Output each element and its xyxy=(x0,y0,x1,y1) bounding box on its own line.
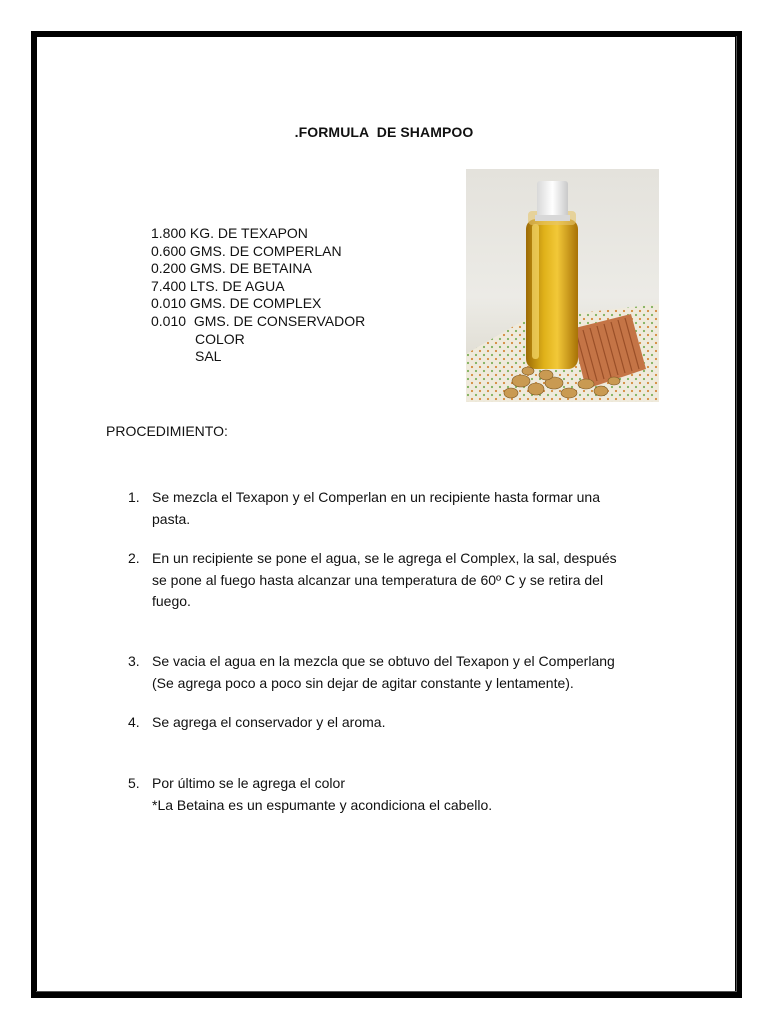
ingredient-item: 0.010 GMS. DE COMPLEX xyxy=(151,295,322,312)
step-line: Se agrega el conservador y el aroma. xyxy=(152,714,386,730)
procedure-step xyxy=(128,712,667,734)
ingredient-item: COLOR xyxy=(195,330,245,347)
step-line: fuego. xyxy=(152,593,191,609)
procedure-step xyxy=(128,651,667,694)
step-line: se pone al fuego hasta alcanzar una temperatura de 60º C y se retira del xyxy=(152,571,604,588)
step-text xyxy=(152,651,667,694)
procedure-step xyxy=(128,548,667,613)
step-number: 4. xyxy=(128,714,140,730)
ingredient-item: SAL xyxy=(195,348,222,365)
step-line: pasta. xyxy=(152,510,191,527)
step-line: *La Betaina es un espumante y acondiciona el cabello. xyxy=(152,796,493,813)
step-number: 5. xyxy=(128,775,140,791)
step-line: Se vacia el agua en la mezcla que se obtuvo del Texapon y el Comperlang xyxy=(152,653,615,669)
step-text xyxy=(152,712,667,734)
step-line: Por último se le agrega el color xyxy=(152,775,345,791)
step-number: 3. xyxy=(128,653,140,669)
step-line: En un recipiente se pone el agua, se le agrega el Complex, la sal, después xyxy=(152,550,617,566)
step-line: (Se agrega poco a poco sin dejar de agitar constante y lentamente). xyxy=(152,674,574,691)
procedure-step xyxy=(128,487,667,530)
ingredient-item: 7.400 LTS. DE AGUA xyxy=(151,277,285,294)
step-line: Se mezcla el Texapon y el Comperlan en un recipiente hasta formar una xyxy=(152,489,600,505)
step-text xyxy=(152,487,667,530)
ingredient-item: 0.200 GMS. DE BETAINA xyxy=(151,260,312,277)
step-number: 1. xyxy=(128,489,140,505)
procedure-step xyxy=(128,773,667,816)
step-text xyxy=(152,773,667,816)
ingredients-list xyxy=(151,225,365,366)
step-text xyxy=(152,548,667,613)
ingredient-item: 1.800 KG. DE TEXAPON xyxy=(151,225,308,241)
ingredient-item: 0.010 GMS. DE CONSERVADOR xyxy=(151,312,366,329)
step-number: 2. xyxy=(128,550,140,566)
ingredient-item: 0.600 GMS. DE COMPERLAN xyxy=(151,242,342,259)
procedure-heading: PROCEDIMIENTO: xyxy=(106,423,228,439)
shampoo-bottle-photo xyxy=(466,169,659,402)
document-title: .FORMULA DE SHAMPOO xyxy=(294,124,474,140)
